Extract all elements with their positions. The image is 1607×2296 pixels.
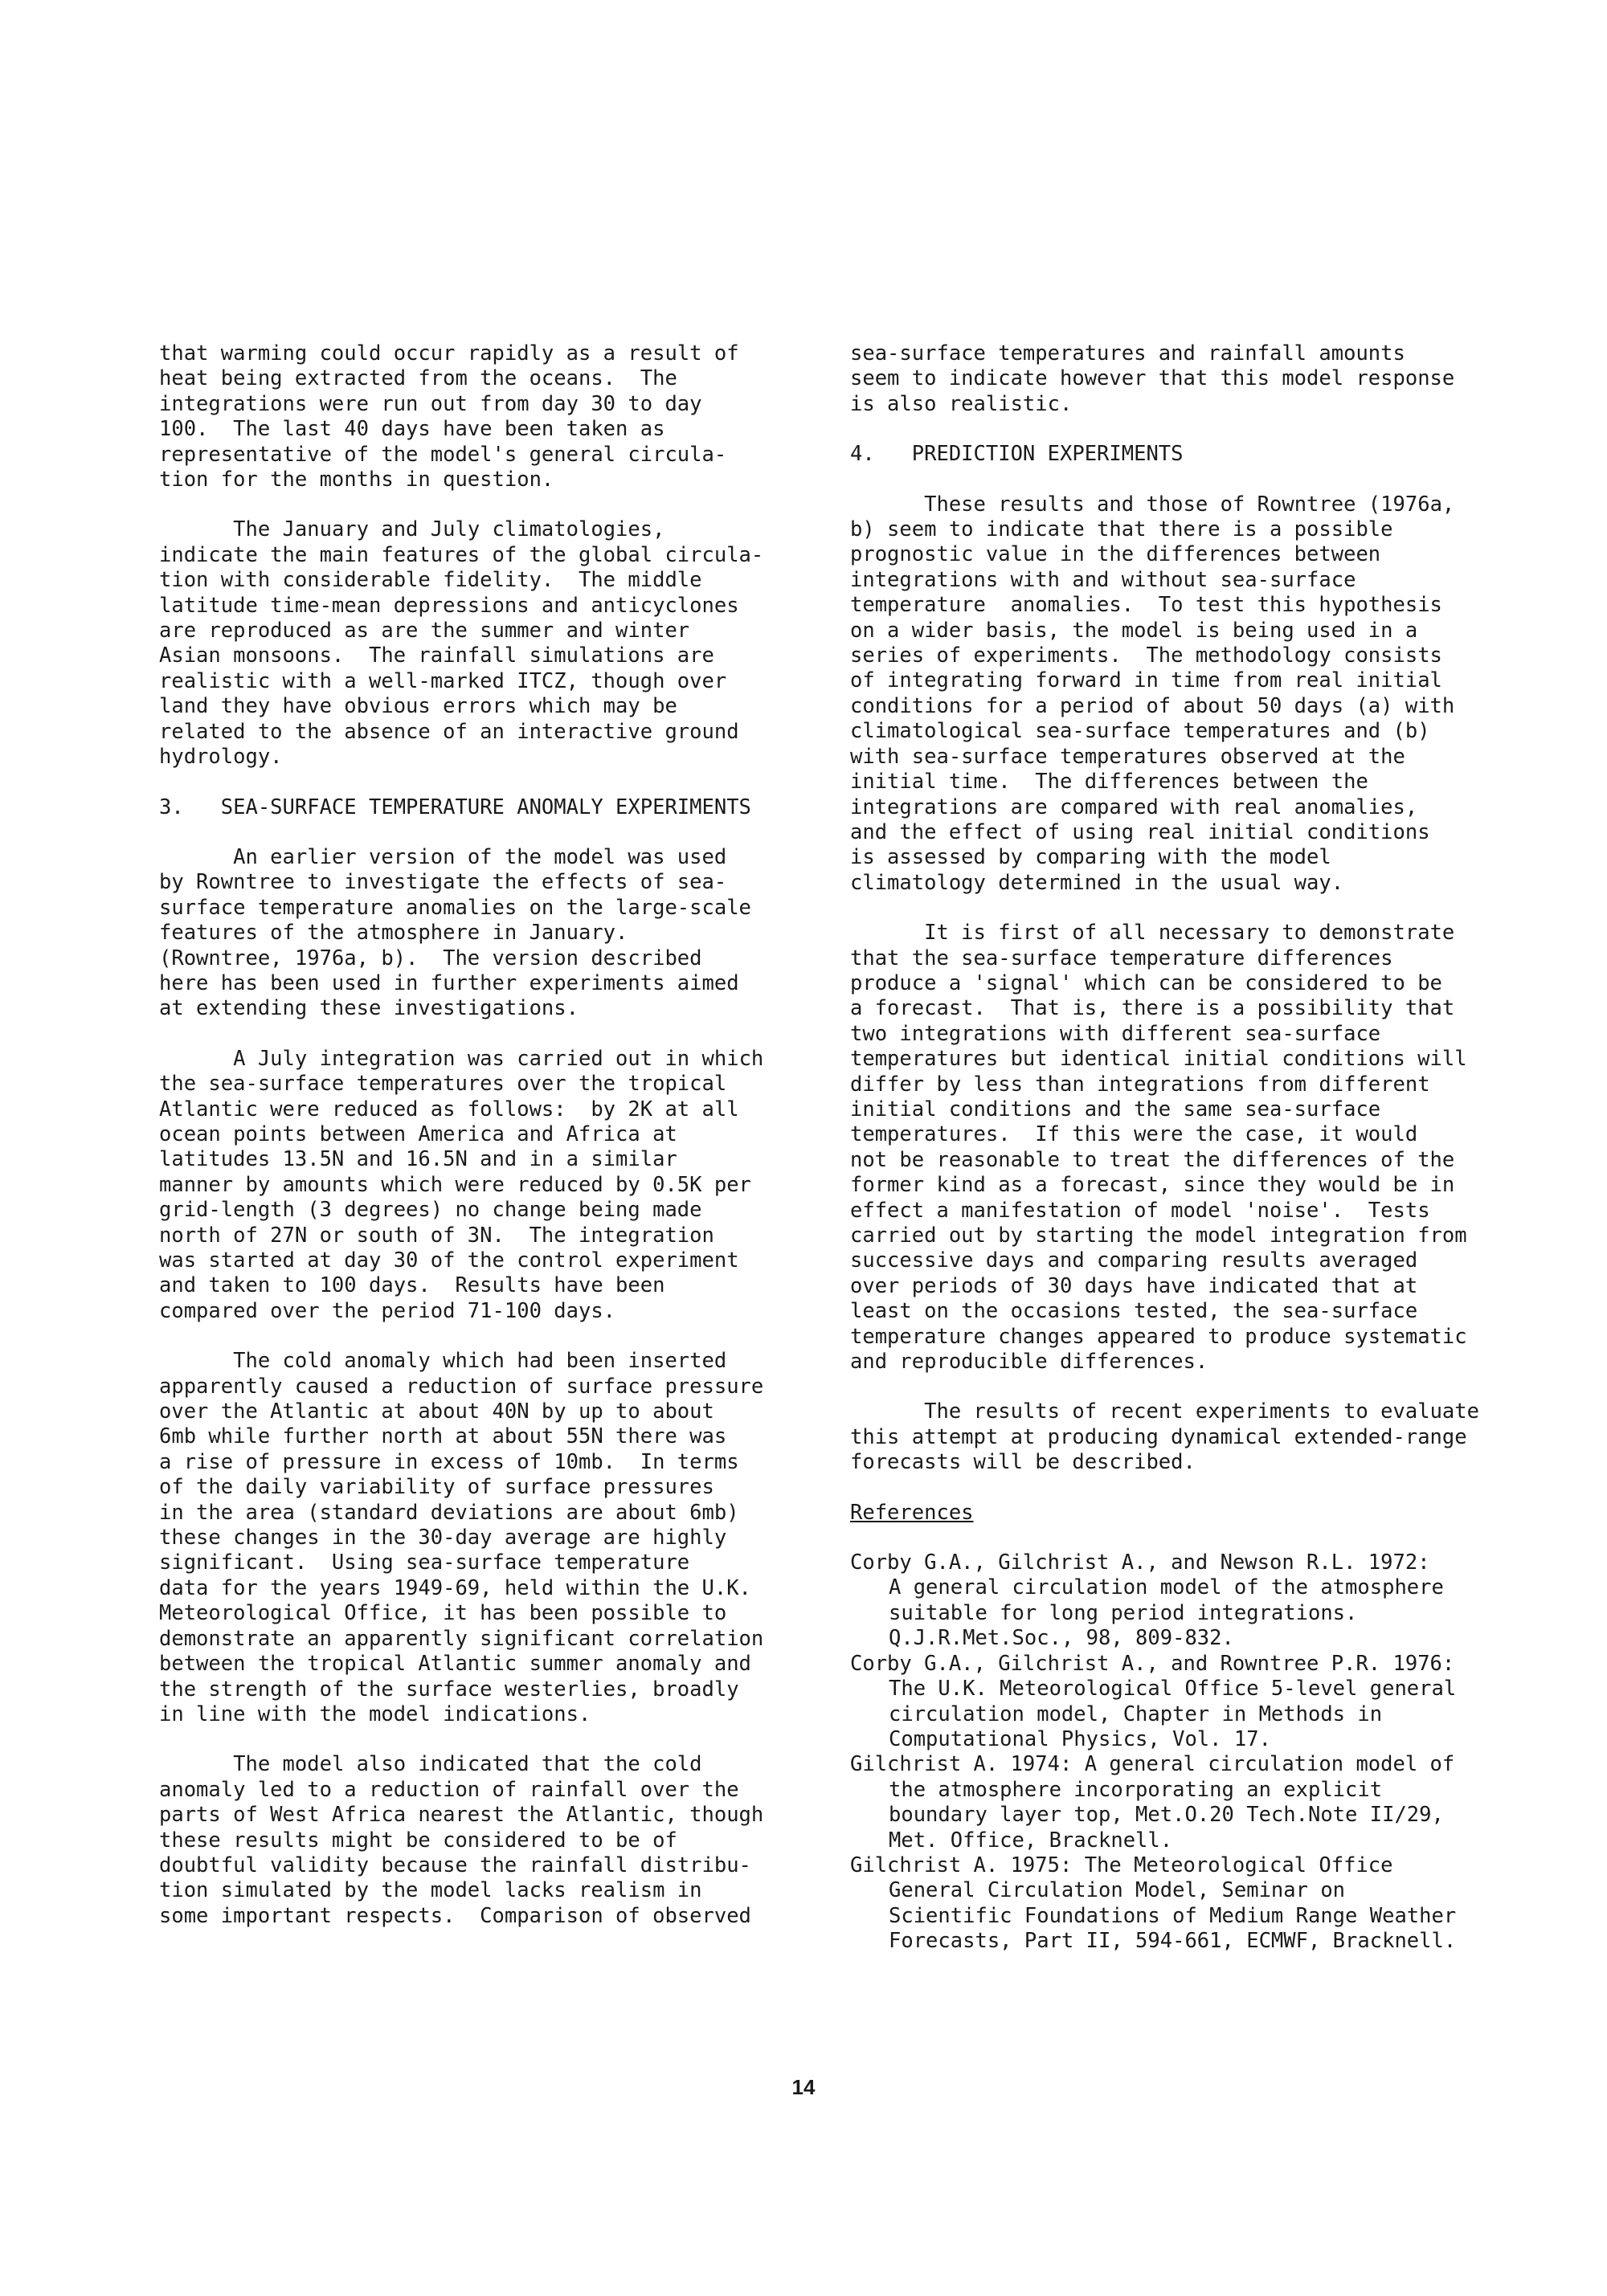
section-heading: 4. PREDICTION EXPERIMENTS — [850, 442, 1184, 467]
paragraph: These results and those of Rowntree (1976a, b) seem to indicate that there is a possible prognostic value in the differences between integrations with and without sea-surface temperature anomalies. To test this hypothesis on a wider basis, the model is being used in a series of experiments. The methodology consists of integrating forward in time from real initial conditions for a period of about 50 days (a) with climatological sea-surface temperatures and (b) with sea-surface temperatures observed at the initial time. The differences between the integrations are compared with real anomalies, and the effect of using real initial conditions is assessed by comparing with the model climatology determined in the usual way. — [850, 492, 1455, 895]
reference-item: Corby G.A., Gilchrist A., and Rowntree P.R. 1976: The U.K. Meteorological Office 5-level general circulation model, Chapter in Methods in Computational Physics, Vol. 17. — [850, 1651, 1457, 1751]
paragraph: sea-surface temperatures and rainfall amounts seem to indicate however that this model response is also realistic. — [850, 341, 1455, 416]
paragraph: A July integration was carried out in which the sea-surface temperatures over the tropical Atlantic were reduced as follows: by 2K at all ocean points between America and Africa at latitudes 13.5N and 16.5N and in a similar manner by amounts which were reduced by 0.5K per grid-length (3 degrees) no change being made north of 27N or south of 3N. The integration was started at day 30 of the control experiment and taken to 100 days. Results have been compared over the period 71-100 days. — [159, 1046, 764, 1323]
page-number: 14 — [791, 2075, 816, 2099]
paragraph: The results of recent experiments to evaluate this attempt at producing dynamical extended-range forecasts will be described. — [850, 1399, 1479, 1475]
right-column — [850, 341, 1493, 1955]
paragraph: It is first of all necessary to demonstrate that the sea-surface temperature differences produce a 'signal' which can be considered to be a forecast. That is, there is a possibility that two integrations with different sea-surface temperatures but identical initial conditions will differ by less than integrations from different initial conditions and the same sea-surface temperatures. If this were the case, it would not be reasonable to treat the differences of the former kind as a forecast, since they would be in effect a manifestation of model 'noise'. Tests carried out by starting the model integration from successive days and comparing results averaged over periods of 30 days have indicated that at least on the occasions tested, the sea-surface temperature changes appeared to produce systematic and reproducible differences. — [850, 921, 1467, 1375]
reference-item: Corby G.A., Gilchrist A., and Newson R.L. 1972: A general circulation model of the atmosphere suitable for long period integrations. Q.J.R.Met.Soc., 98, 809-832. — [850, 1550, 1444, 1651]
paragraph: The January and July climatologies, indicate the main features of the global circula- tion with considerable fidelity. The middle latitude time-mean depressions and anticyclones are reproduced as are the summer and winter Asian monsoons. The rainfall simulations are realistic with a well-marked ITCZ, though over land they have obvious errors which may be related to the absence of an interactive ground hydrology. — [159, 517, 764, 770]
paragraph: The cold anomaly which had been inserted apparently caused a reduction of surface pressure over the Atlantic at about 40N by up to about 6mb while further north at about 55N there was a rise of pressure in excess of 10mb. In terms of the daily variability of surface pressures in the area (standard deviations are about 6mb) these changes in the 30-day average are highly significant. Using sea-surface temperature data for the years 1949-69, held within the U.K. Meteorological Office, it has been possible to demonstrate an apparently significant correlation between the tropical Atlantic summer anomaly and the strength of the surface westerlies, broadly in line with the model indications. — [159, 1349, 764, 1726]
section-heading: 3. SEA-SURFACE TEMPERATURE ANOMALY EXPERIMENTS — [159, 795, 751, 819]
reference-item: Gilchrist A. 1974: A general circulation model of the atmosphere incorporating an explicit boundary layer top, Met.O.20 Tech.Note II/29, Met. Office, Bracknell. — [850, 1752, 1455, 1853]
paragraph: that warming could occur rapidly as a result of heat being extracted from the oceans. The integrations were run out from day 30 to day 100. The last 40 days have been taken as representative of the model's general circula- tion for the months in question. — [159, 341, 739, 492]
paragraph: An earlier version of the model was used by Rowntree to investigate the effects of sea- surface temperature anomalies on the large-scale features of the atmosphere in January. (Rowntree, 1976a, b). The version described here has been used in further experiments aimed at extending these investigations. — [159, 844, 751, 1021]
references-heading: References — [850, 1500, 974, 1525]
left-column — [159, 341, 802, 1954]
paragraph: The model also indicated that the cold anomaly led to a reduction of rainfall over the parts of West Africa nearest the Atlantic, though these results might be considered to be of doubtful validity because the rainfall distribu- tion simulated by the model lacks realism in some important respects. Comparison of observed — [159, 1752, 764, 1928]
reference-item: Gilchrist A. 1975: The Meteorological Office General Circulation Model, Seminar on Scientific Foundations of Medium Range Weather Forecasts, Part II, 594-661, ECMWF, Bracknell. — [850, 1853, 1457, 1954]
